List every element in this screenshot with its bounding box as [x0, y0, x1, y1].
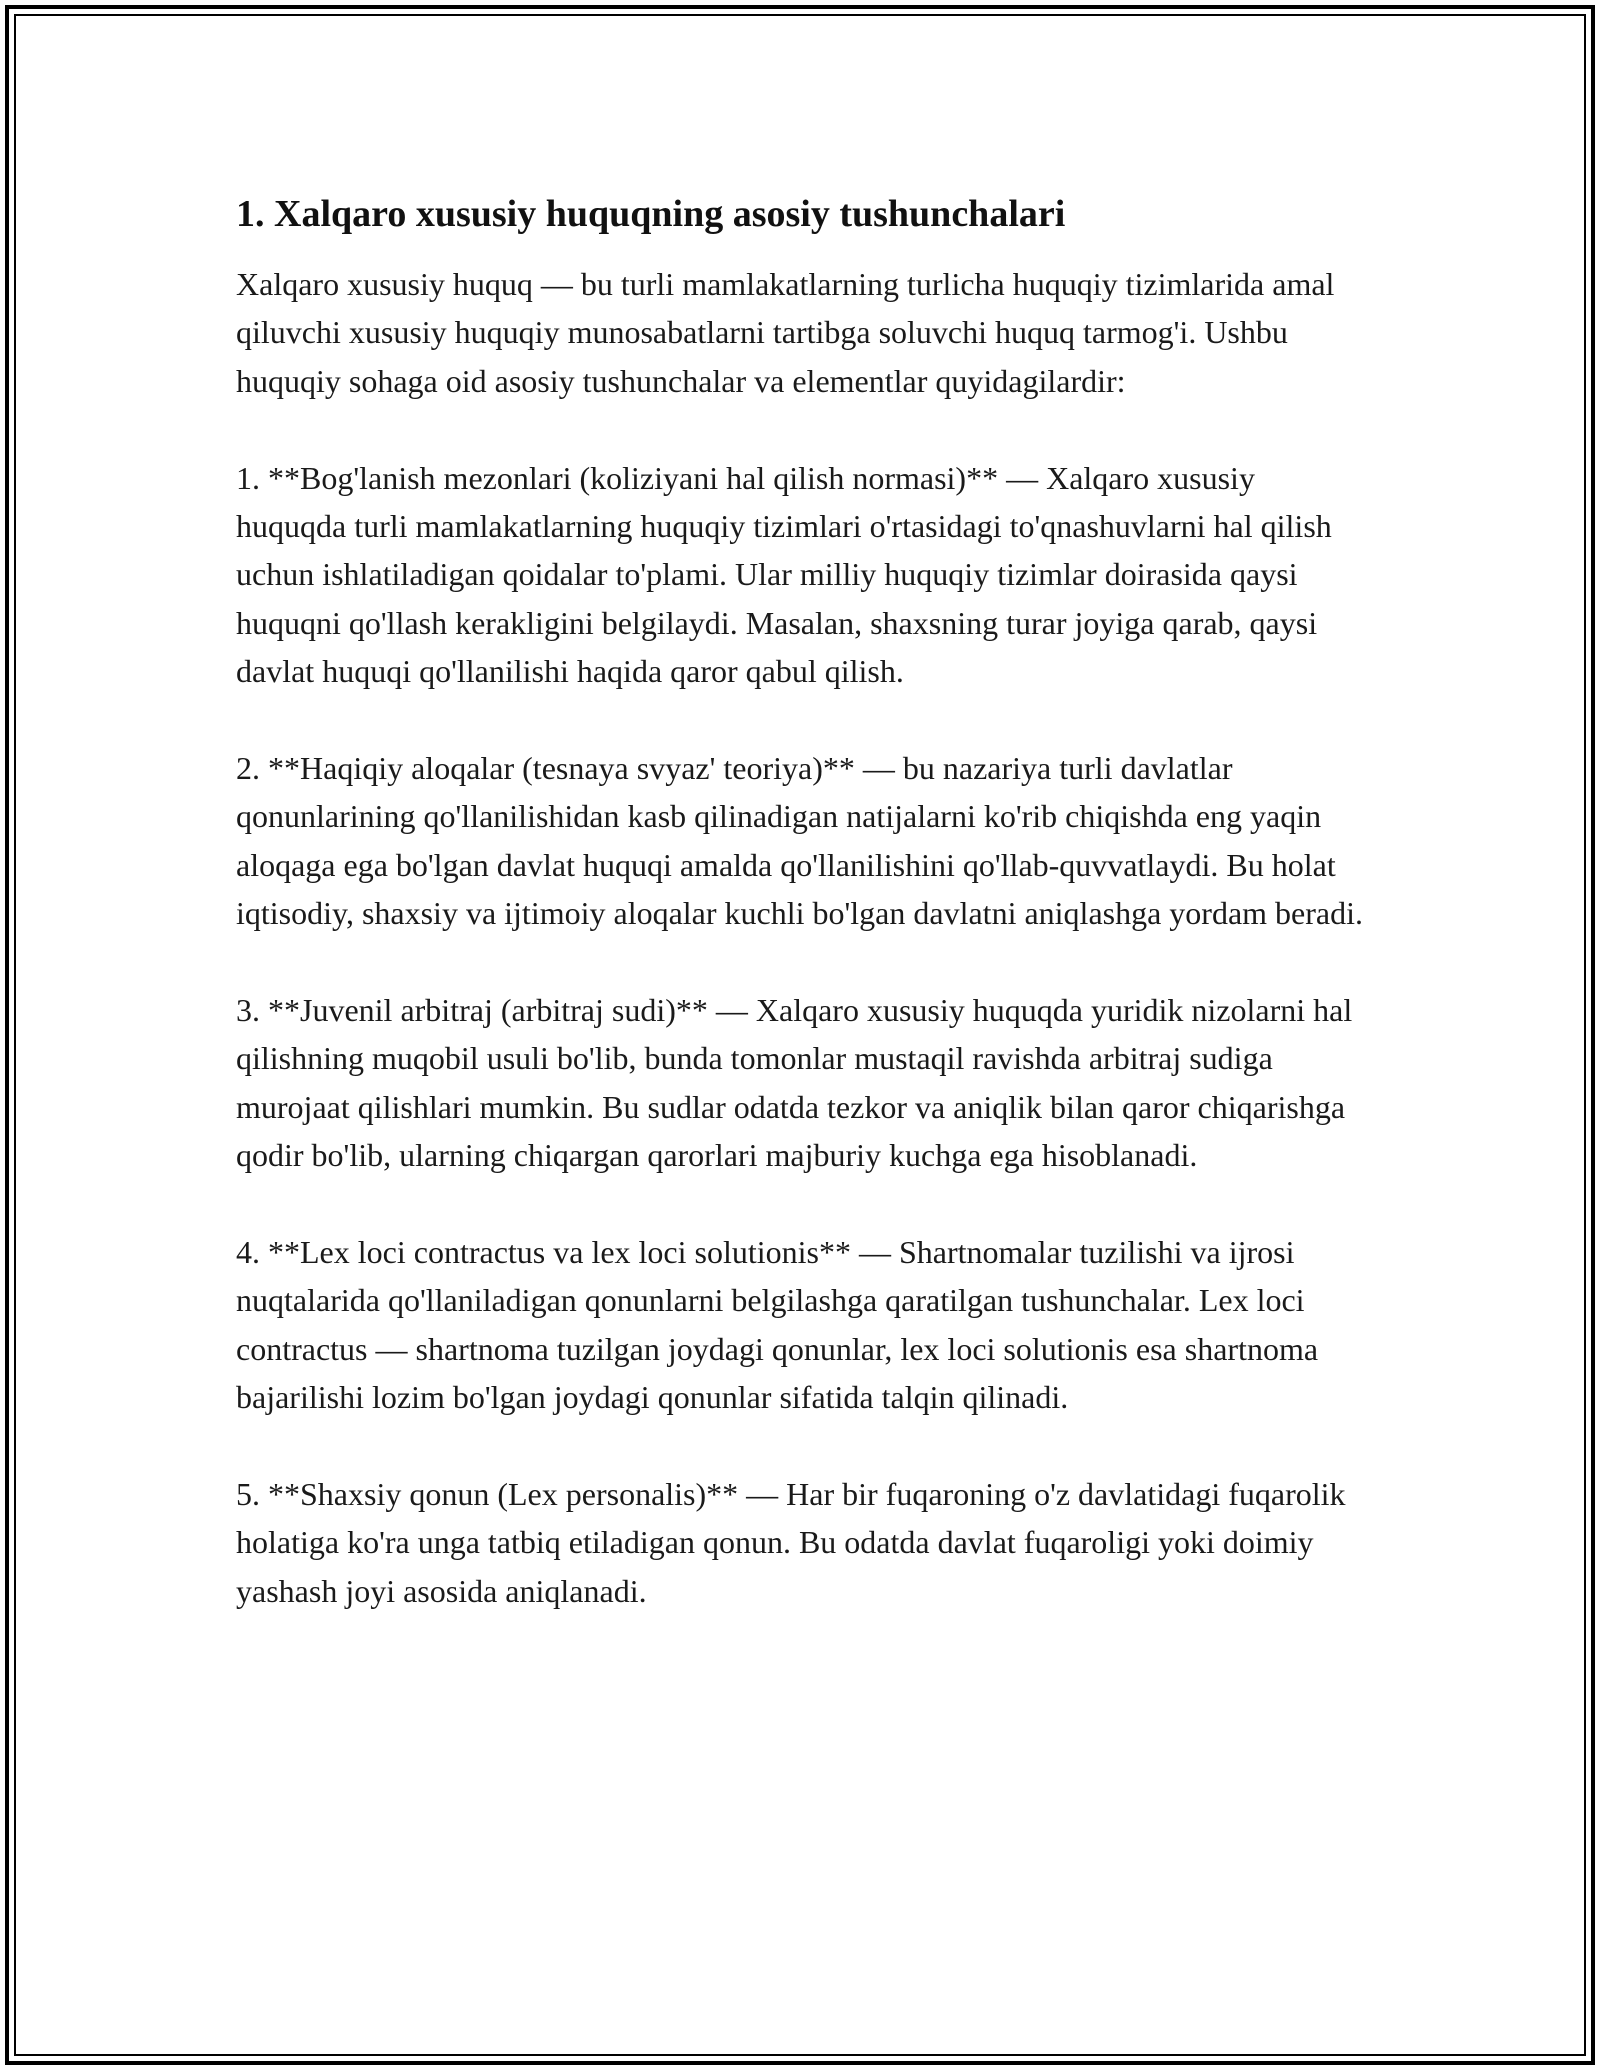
list-item-5: 5. **Shaxsiy qonun (Lex personalis)** — Har bir fuqaroning o'z davlatidagi fuqarolik holatiga ko'ra unga tatbiq etiladigan qonun. Bu odatda davlat fuqaroligi yoki doimiy yashash joyi asosida aniqlanadi. [236, 1476, 1346, 1609]
intro-paragraph: Xalqaro xususiy huquq — bu turli mamlakatlarning turlicha huquqiy tizimlarida amal qiluvchi xususiy huquqiy munosabatlarni tartibga soluvchi huquq tarmog'i. Ushbu huquqiy sohaga oid asosiy tushunchalar va elementlar quyidagilardir: [236, 266, 1335, 399]
list-item-2: 2. **Haqiqiy aloqalar (tesnaya svyaz' teoriya)** — bu nazariya turli davlatlar qonunlarining qo'llanilishidan kasb qilinadigan natijalarni ko'rib chiqishda eng yaqin aloqaga ega bo'lgan davlat huquqi amalda qo'llanilishini qo'llab-quvvatlaydi. Bu holat iqtisodiy, shaxsiy va ijtimoiy aloqalar kuchli bo'lgan davlatni aniqlashga yordam beradi. [236, 750, 1363, 932]
document-title: 1. Xalqaro xususiy huquqning asosiy tushunchalari [236, 193, 1066, 235]
list-item-4: 4. **Lex loci contractus va lex loci solutionis** — Shartnomalar tuzilishi va ijrosi nuqtalarida qo'llaniladigan qonunlarni belgilashga qaratilgan tushunchalar. Lex loci contractus — shartnoma tuzilgan joydagi qonunlar, lex loci solutionis esa shartnoma bajarilishi lozim bo'lgan joydagi qonunlar sifatida talqin qilinadi. [236, 1234, 1319, 1416]
document-body [236, 186, 1372, 1615]
list-item-3: 3. **Juvenil arbitraj (arbitraj sudi)** — Xalqaro xususiy huquqda yuridik nizolarni hal qilishning muqobil usuli bo'lib, bunda tomonlar mustaqil ravishda arbitraj sudiga murojaat qilishlari mumkin. Bu sudlar odatda tezkor va aniqlik bilan qaror chiqarishga qodir bo'lib, ularning chiqargan qarorlari majburiy kuchga ega hisoblanadi. [236, 992, 1353, 1174]
list-item-1: 1. **Bog'lanish mezonlari (koliziyani hal qilish normasi)** — Xalqaro xususiy huquqda turli mamlakatlarning huquqiy tizimlari o'rtasidagi to'qnashuvlarni hal qilish uchun ishlatiladigan qoidalar to'plami. Ular milliy huquqiy tizimlar doirasida qaysi huquqni qo'llash kerakligini belgilaydi. Masalan, shaxsning turar joyiga qarab, qaysi davlat huquqi qo'llanilishi haqida qaror qabul qilish. [236, 459, 1332, 690]
